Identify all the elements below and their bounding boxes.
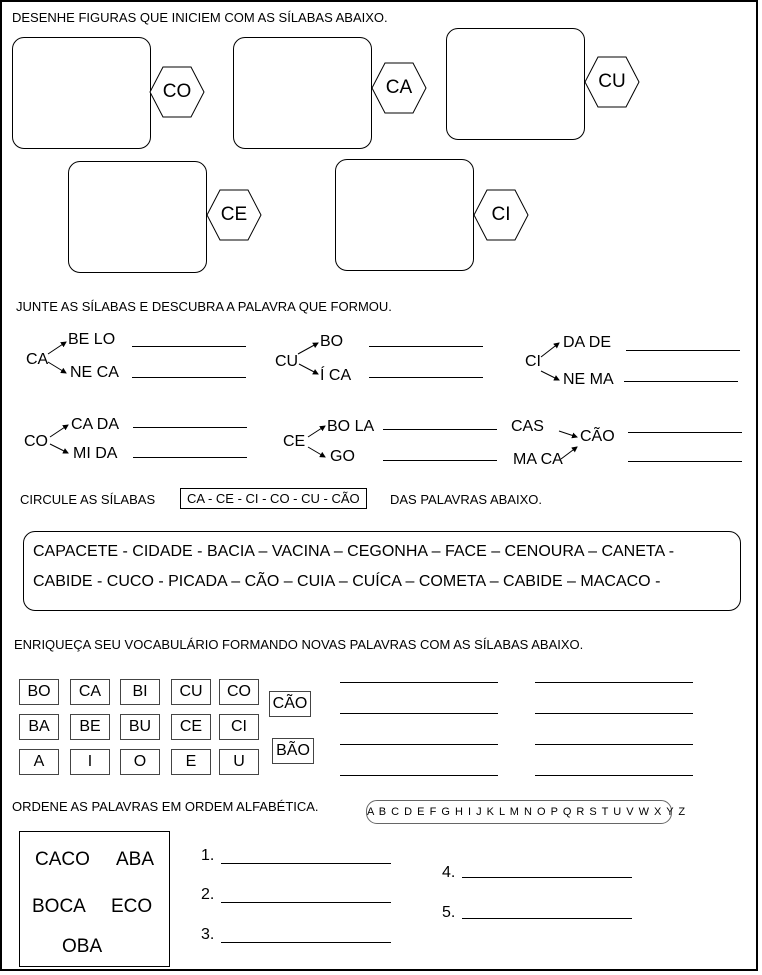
syllables-bottom-ci: NE MA [563, 371, 614, 388]
syllable-arrows [2, 2, 760, 973]
syllable-tile: CO [219, 679, 259, 705]
order-number: 2. [201, 886, 215, 903]
answer-line[interactable] [221, 942, 391, 943]
answer-line[interactable] [535, 775, 693, 776]
stem-ce: CE [283, 433, 306, 450]
answer-line[interactable] [462, 877, 632, 878]
answer-line[interactable] [133, 457, 247, 458]
syllable-tile: BU [120, 714, 160, 740]
syllable-tile: BA [19, 714, 59, 740]
answer-line[interactable] [535, 744, 693, 745]
order-number: 3. [201, 926, 215, 943]
syllable-tile: CE [171, 714, 211, 740]
stem-cu: CU [275, 353, 299, 370]
syllables-bottom-co: MI DA [73, 445, 118, 462]
syllables-bottom-cu: Í CA [320, 367, 352, 384]
section3-prefix: CIRCULE AS SÍLABAS [20, 492, 156, 507]
stem-co: CO [24, 433, 48, 450]
syllable-tile: BÃO [272, 738, 314, 764]
section3-suffix: DAS PALAVRAS ABAIXO. [390, 492, 542, 507]
syllable-tile: BI [120, 679, 160, 705]
section1-title: DESENHE FIGURAS QUE INICIEM COM AS SÍLABAS ABAIXO. [12, 10, 388, 25]
syllable-tile: E [171, 749, 211, 775]
syllables-top-ce: BO LA [327, 418, 375, 435]
answer-line[interactable] [340, 713, 498, 714]
syllable-tile: CÃO [269, 691, 311, 717]
answer-line[interactable] [383, 429, 497, 430]
syllable-tile: CA [70, 679, 110, 705]
hexagon-label: CU [598, 71, 626, 92]
syllable-tile: U [219, 749, 259, 775]
word-item: BOCA [32, 896, 86, 917]
answer-line[interactable] [628, 432, 742, 433]
answer-line[interactable] [132, 377, 246, 378]
section2-title: JUNTE AS SÍLABAS E DESCUBRA A PALAVRA QUE FORMOU. [16, 299, 392, 314]
hexagon-label: CI [491, 204, 511, 225]
words-line-1: CAPACETE - CIDADE - BACIA – VACINA – CEGONHA – FACE – CENOURA – CANETA - [33, 543, 675, 560]
alphabet-strip: A B C D E F G H I J K L M N O P Q R S T U V W X Y Z [366, 800, 672, 824]
hexagon-label: CE [220, 204, 248, 225]
answer-line[interactable] [369, 346, 483, 347]
answer-line[interactable] [462, 918, 632, 919]
syllables-top-co: CA DA [71, 416, 120, 433]
word-item: ABA [116, 849, 155, 870]
answer-line[interactable] [221, 902, 391, 903]
syllables-bottom-cao: MA CA [513, 451, 563, 468]
syllables-top-ca: BE LO [68, 331, 116, 348]
answer-line[interactable] [383, 460, 497, 461]
answer-line[interactable] [221, 863, 391, 864]
answer-line[interactable] [340, 744, 498, 745]
section5-title: ORDENE AS PALAVRAS EM ORDEM ALFABÉTICA. [12, 799, 319, 814]
syllable-tile: A [19, 749, 59, 775]
syllable-tile: CI [219, 714, 259, 740]
syllable-tile: BO [19, 679, 59, 705]
answer-line[interactable] [132, 346, 246, 347]
syllables-bottom-ca: NE CA [70, 364, 119, 381]
syllables-top-cu: BO [320, 333, 344, 350]
answer-line[interactable] [133, 427, 247, 428]
word-item: ECO [111, 896, 153, 917]
syllables-bottom-ce: GO [330, 448, 355, 465]
words-line-2: CABIDE - CUCO - PICADA – CÃO – CUIA – CUÍCA – COMETA – CABIDE – MACACO - [33, 573, 661, 590]
order-number: 4. [442, 864, 456, 881]
word-item: CACO [35, 849, 90, 870]
syllables-top-cao: CAS [511, 418, 544, 435]
syllable-tile: I [70, 749, 110, 775]
hexagon-label: CO [162, 81, 192, 102]
answer-line[interactable] [535, 682, 693, 683]
answer-line[interactable] [340, 682, 498, 683]
syllable-tile: CU [171, 679, 211, 705]
answer-line[interactable] [535, 713, 693, 714]
answer-line[interactable] [628, 461, 742, 462]
syllable-tile: BE [70, 714, 110, 740]
answer-line[interactable] [369, 377, 483, 378]
syllables-box: CA - CE - CI - CO - CU - CÃO [180, 488, 367, 509]
order-number: 5. [442, 904, 456, 921]
syllable-tile: O [120, 749, 160, 775]
hexagon-label: CA [385, 77, 413, 98]
order-number: 1. [201, 847, 215, 864]
answer-line[interactable] [626, 350, 740, 351]
section4-title: ENRIQUEÇA SEU VOCABULÁRIO FORMANDO NOVAS PALAVRAS COM AS SÍLABAS ABAIXO. [14, 637, 584, 652]
syllables-top-ci: DA DE [563, 334, 612, 351]
word-item: OBA [62, 936, 103, 957]
answer-line[interactable] [340, 775, 498, 776]
stem-ca: CA [26, 351, 49, 368]
stem-cao: CÃO [580, 428, 615, 445]
stem-ci: CI [525, 353, 541, 370]
answer-line[interactable] [624, 381, 738, 382]
